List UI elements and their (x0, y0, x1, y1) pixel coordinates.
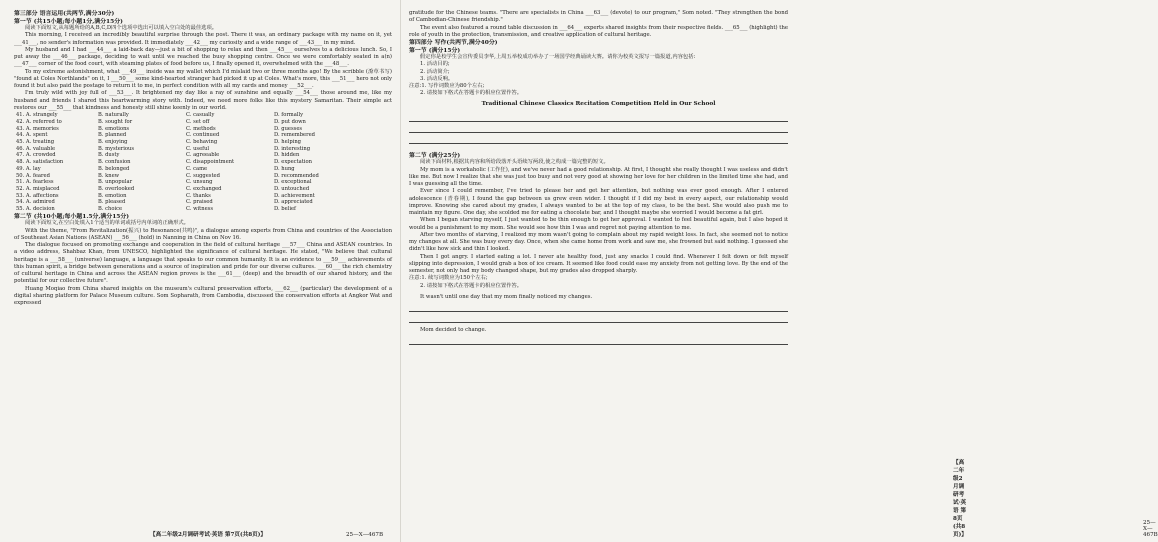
option-49-b: B. belonged (98, 165, 130, 172)
option-49-d: D. hung (274, 165, 295, 172)
option-43-a: 43. A. memories (16, 125, 59, 132)
option-48-d: D. expectation (274, 159, 312, 166)
answer-line (409, 334, 788, 345)
option-50-a: 50. A. feared (16, 172, 50, 179)
option-41-a: 41. A. strangely (16, 112, 58, 119)
answer-line (409, 312, 788, 323)
option-54-c: C. praised (186, 199, 213, 206)
option-53-d: D. achievement (274, 192, 315, 199)
option-55-b: B. choice (98, 206, 123, 213)
option-53-b: B. emotion (98, 192, 127, 199)
option-51-d: D. exceptional (274, 179, 312, 186)
option-47-c: C. agreeable (186, 152, 220, 159)
continuation-start-2: Mom decided to change. (420, 327, 487, 334)
writing-item-3: 3. 活动反响。 (420, 75, 454, 82)
story-paragraph-4: After two months of starving, I realized my mom wasn't going to complain about my rapid weight loss. In fact, she seemed not to notice my changes at all. She was busy every day. Once, when she came home from work and saw me, she frowned but said nothing. I guessed she didn't like how sick and thin I looked. (409, 231, 788, 253)
page-8-code: 25—X—467B (1143, 520, 1158, 538)
option-45-c: C. behaving (186, 139, 218, 145)
part3-heading: 第三部分 语言运用(共两节,满分30分) (14, 10, 115, 17)
option-48-a: 48. A. satisfaction (16, 159, 64, 166)
option-44-d: D. remembered (274, 132, 315, 139)
option-43-d: D. guesses (274, 125, 303, 132)
answer-line (409, 111, 788, 122)
option-42-d: D. put down (274, 118, 306, 125)
grammar-paragraph-4: gratitude for the Chinese teams. "There are specialists in China ___63___ (devote) to our program," Som noted. "They strengthen the bond of Cambodian-Chinese friendship." (409, 10, 788, 24)
option-46-d: D. interesting (274, 145, 311, 152)
grammar-paragraph-3: Huang Moqiao from China shared insights on the museum's cultural preservation efforts, ___62___ (particular) the development of a digital sharing platform for Palace Museum culture. Som Sopharath, from Cambodia, discussed the conservation efforts at Angkor Wat and expressed (14, 285, 392, 307)
cloze-paragraph-4: I'm truly wild with joy full of ___53___. It brightened my day like a ray of sunshine and equally ___54___ those around me, like my husband and friends I shared this heartwarming story with. Indeed, we need more folks like this mystery Samaritan. Their simple act restores our ___55___ that kindness and honesty still shine keenly in our world. (14, 90, 392, 111)
option-54-b: B. pleased (98, 199, 126, 206)
option-46-c: C. useful (186, 145, 210, 152)
option-44-c: C. continued (186, 132, 220, 139)
option-53-a: 53. A. affections (16, 192, 59, 199)
page-7 (0, 0, 400, 542)
section2-instructions: 阅读下面短文,在空白处填入1个适当的单词或括号内单词的正确形式。 (25, 220, 189, 227)
option-54-a: 54. A. admired (16, 199, 55, 206)
answer-line (409, 122, 788, 133)
part4-heading: 第四部分 写作(共两节,满分40分) (409, 39, 498, 46)
option-46-a: 46. A. valuable (16, 145, 56, 152)
page-7-column (14, 10, 392, 532)
option-49-c: C. came (186, 165, 208, 172)
option-44-a: 44. A. spent (16, 132, 48, 139)
option-42-a: 42. A. referred to (16, 118, 62, 125)
option-47-a: 47. A. crowded (16, 152, 56, 159)
option-42-b: B. sought for (98, 118, 133, 125)
writing-item-1: 1. 活动目的; (420, 61, 450, 68)
section2-heading: 第二节 (共10小题;每小题1.5分,满分15分) (14, 212, 130, 220)
option-48-b: B. confusion (98, 159, 131, 166)
grammar-paragraph-2: The dialogue focused on promoting exchange and cooperation in the field of cultural heritage ___57___ China and ASEAN countries. In a video address, Shahbaz Khan, from UNESCO, highlighted the significance of cultural heritage. He stated, "We believe that cultural heritage is a ___58___ (universe) language, a language that speaks to our common humanity. It is an evidence to ___59___ achievements of this human spirit, a bridge between generations and a source of inspiration and pride for our diverse cultures. ___60___ the rich chemistry of cultural heritage in China and across the ASEAN region proves is the ___61___ (deep) and the breadth of our shared history, and the potential for our collective future". (14, 242, 392, 285)
option-50-b: B. knew (98, 172, 120, 179)
option-48-c: C. disappointment (186, 159, 235, 166)
cloze-paragraph-1: This morning, I received an incredibly beautiful surprise through the post. There it was, an ordinary package with my name on it, yet ___41___, no sender's information was provided. It immediately ___42___ my curiosity and a wide range of ___43___ in my mind. (14, 32, 392, 46)
section1-heading: 第一节 (共15小题;每小题1分,满分15分) (14, 17, 123, 25)
option-50-c: C. suggested (186, 172, 220, 179)
writing-section2-heading: 第二节 (满分25分) (409, 151, 461, 159)
page-7-code: 25—X—467B (346, 532, 384, 538)
grammar-paragraph-1: With the theme, "From Revitalization(振兴) to Resonance(共鸣)", a dialogue among experts from China and countries of the Association of Southeast Asian Nations (ASEAN) ___56___ (hold) in Nanning in China on Nov 16. (14, 227, 392, 241)
answer-line (409, 133, 788, 144)
page-7-footer: 【高二年级2月调研考试·英语 第7页(共8页)】 (150, 532, 266, 538)
writing2-note-2: 2. 请按如下格式在答题卡的相应位置作答。 (420, 282, 523, 289)
note-label: 注意: (409, 83, 422, 90)
writing-section1-heading: 第一节 (满分15分) (409, 46, 461, 54)
writing-section1-prompt: 假定你是校学生会宣传委员李华,上周五举校成功举办了一场国学经典诵读大赛。请你为校英文报写一篇报道,内容包括: (420, 54, 696, 61)
writing-section2-prompt: 阅读下面材料,根据其内容和所给段落开头语续写两段,使之构成一篇完整的短文。 (420, 159, 609, 166)
option-55-c: C. witness (186, 206, 214, 213)
option-51-a: 51. A. fearless (16, 179, 54, 186)
answer-line (409, 301, 788, 312)
options-grid (16, 112, 392, 213)
option-54-d: D. appreciated (274, 199, 313, 206)
note-text: 1. 续写词数应为150个左右; (421, 275, 488, 282)
cloze-paragraph-2: My husband and I had ___44___ a laid-back day—just a bit of shopping to relax and then ___45___ ourselves to a delicious lunch. So, I put away the ___46___ package, deciding to wait until we reached the busy shopping centre. Once we were comfortably seated in a(n) ___47___ corner of the food court, with steaming plates of food before us, I finally opened it, overwhelmed with the ___48___. (14, 46, 392, 68)
writing2-note-1 (409, 275, 788, 282)
option-55-d: D. belief (274, 206, 296, 213)
option-41-c: C. casually (186, 112, 215, 119)
page-8-column (409, 10, 788, 532)
option-45-a: 45. A. treating (16, 139, 55, 145)
option-47-b: B. dusty (98, 152, 120, 159)
option-49-a: 49. A. lay (16, 165, 41, 172)
continuation-start-1: It wasn't until one day that my mom finally noticed my changes. (420, 293, 593, 300)
option-52-d: D. untouched (274, 185, 310, 192)
option-55-a: 55. A. decision (16, 206, 55, 213)
option-53-c: C. thanks (186, 192, 211, 199)
option-52-a: 52. A. misplaced (16, 185, 60, 192)
option-47-d: D. hidden (274, 152, 300, 159)
report-title: Traditional Chinese Classics Recitation Competition Held in Our School (481, 100, 716, 107)
section1-instructions: 阅读下面短文,从每题所给的A,B,C,D四个选项中选出可以填入空白处的最佳选项。 (25, 25, 218, 32)
option-45-d: D. helping (274, 139, 301, 145)
option-52-c: C. exchanged (186, 185, 222, 192)
writing-item-2: 2. 活动简介; (420, 68, 450, 75)
option-51-c: C. unsung (186, 179, 213, 186)
option-41-b: B. naturally (98, 112, 129, 119)
note-text: 1. 写作词数应为80个左右; (421, 83, 485, 90)
page-8-footer: 【高二年级2月调研考试·英语 第8页(共8页)】 (953, 460, 967, 538)
option-43-b: B. emotions (98, 125, 130, 132)
cloze-paragraph-3: To my extreme astonishment, what ___49___ inside was my wallet which I'd mislaid two or three months ago! By the scribble (潦草书写) "found at Coles Northlands" on it, I ___50___ some kind-hearted stranger had picked it up at Coles. What's more, this ___51___ hero not only found it but also paid the postage to return it to me, in perfect condition with all my cards and money ___52___. (14, 68, 392, 90)
grammar-paragraph-5: The event also featured a round table discussion in ___64___ experts shared insights from their respective fields. ___65___ (highlight) the role of youth in the protection, transmission, and creative application of cultural heritage. (409, 24, 788, 38)
story-paragraph-5: Then I got angry. I started eating a lot. I never ate healthy food, just any snacks I could find. Whenever I felt down or felt myself slipping into depression, I would grab a box of ice cream. It seemed like food could ease my anxiety from not getting love. By the end of the semester, not only had my body changed shape, but my grades also dropped sharply. (409, 253, 788, 275)
option-41-d: D. formally (274, 112, 304, 119)
option-44-b: B. planned (98, 132, 127, 139)
option-43-c: C. methods (186, 125, 216, 132)
option-52-b: B. overlooked (98, 185, 135, 192)
writing-note-2: 2. 请按如下格式在答题卡的相应位置作答。 (420, 90, 523, 97)
option-50-d: D. recommended (274, 172, 319, 179)
option-51-b: B. unpopular (98, 179, 133, 186)
option-46-b: B. mysterious (98, 145, 135, 152)
page-8 (400, 0, 1158, 542)
story-paragraph-3: When I began starving myself, I just wanted to be thin enough to get her approval. I wanted to feel beautiful again, but I also hoped it would be a punishment to my mom. She would see how thin I was and regret not paying attention to me. (409, 217, 788, 231)
option-45-b: B. enjoying (98, 139, 128, 145)
note-label: 注意: (409, 275, 422, 282)
option-42-c: C. set off (186, 118, 210, 125)
story-paragraph-1: My mom is a workaholic (工作狂), and we've never had a good relationship. At first, I thought she really thought I was useless and didn't like me. But now I realize that she was just too busy and not very good at showing her love for her children in the limited time she had, and I was guessing all the time. (409, 166, 788, 188)
story-paragraph-2: Ever since I could remember, I've tried to please her and get her attention, but nothing was ever good enough. After I entered adolescence (青春期), I found the gap between us grew even wider. I thought if I did my best in every aspect, our relationship would improve. Knowing she cared about my grades, I always wanted to be at the top of my class, to be the best. She would also push me to maintain my figure. One day, she scolded me for eating a chocolate bar, and I thought maybe she worried I would become a fat girl. (409, 188, 788, 217)
